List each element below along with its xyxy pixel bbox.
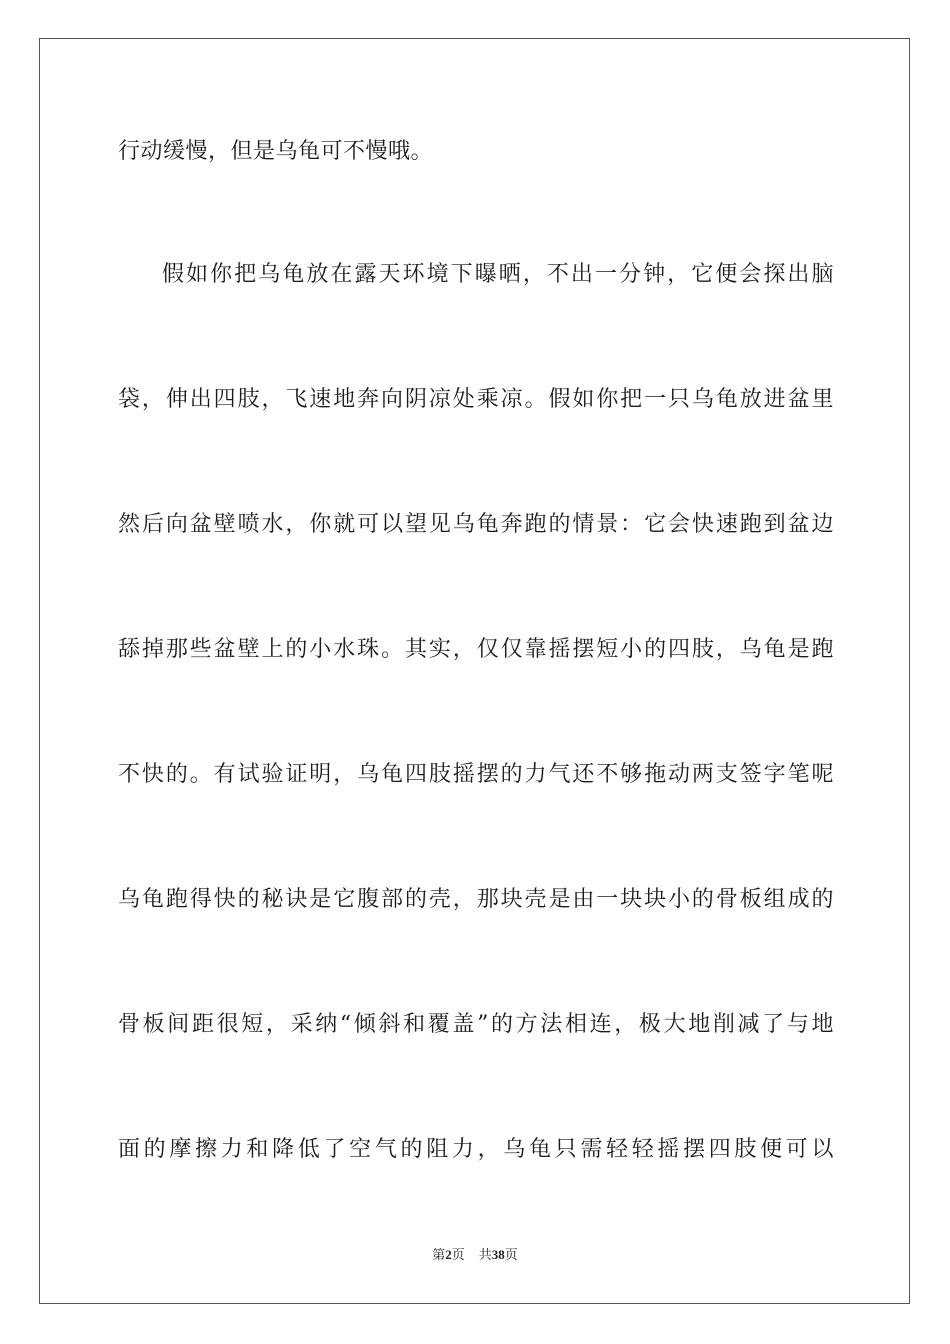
footer-total-pages: 38 (491, 1247, 505, 1262)
page-footer (0, 1246, 950, 1264)
page-frame (39, 38, 910, 1304)
footer-total-suffix: 页 (504, 1247, 518, 1262)
paragraph-line: 然后向盆壁喷水，你就可以望见乌龟奔跑的情景：它会快速跑到盆边 (118, 512, 834, 537)
paragraph-line: 不快的。有试验证明，乌龟四肢摇摆的力气还不够拖动两支签字笔呢 (118, 762, 834, 787)
paragraph-line: 行动缓慢，但是乌龟可不慢哦。 (118, 139, 434, 164)
paragraph-line: 面的摩擦力和降低了空气的阻力，乌龟只需轻轻摇摆四肢便可以 (118, 1137, 834, 1162)
paragraph-line: 袋，伸出四肢，飞速地奔向阴凉处乘凉。假如你把一只乌龟放进盆里 (118, 387, 834, 412)
paragraph-line: 舔掉那些盆壁上的小水珠。其实，仅仅靠摇摆短小的四肢，乌龟是跑 (118, 637, 834, 662)
footer-total-prefix: 共 (478, 1247, 492, 1262)
footer-page-prefix: 第 (432, 1247, 446, 1262)
paragraph-line: 骨板间距很短，采纳“倾斜和覆盖”的方法相连，极大地削减了与地 (118, 1012, 834, 1037)
paragraph-line: 乌龟跑得快的秘诀是它腹部的壳，那块壳是由一块块小的骨板组成的 (118, 887, 834, 912)
paragraph-line: 假如你把乌龟放在露天环境下曝晒，不出一分钟，它便会探出脑 (162, 262, 834, 287)
footer-page-number: 2 (445, 1247, 452, 1262)
footer-page-suffix: 页 (451, 1247, 465, 1262)
